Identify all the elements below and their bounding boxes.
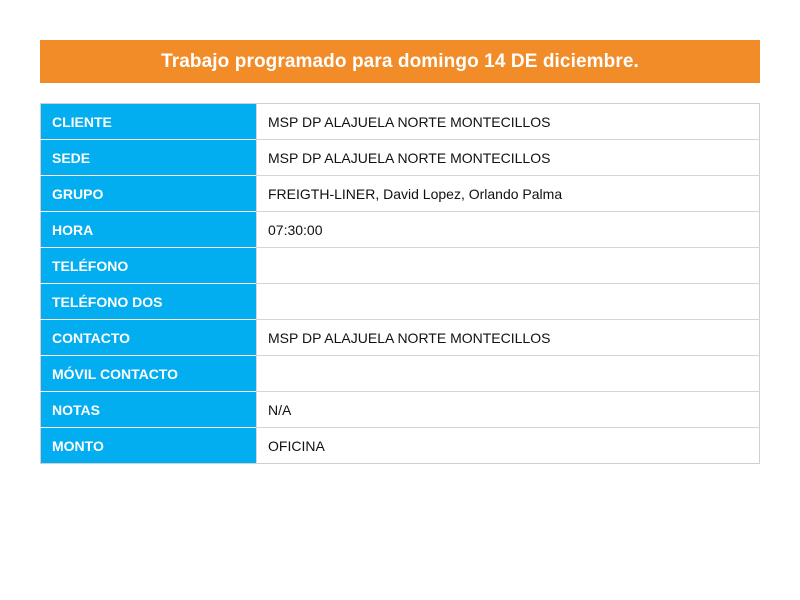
row-value	[257, 248, 760, 284]
table-row-notas	[41, 392, 760, 428]
row-label: SEDE	[41, 140, 257, 176]
table-row-cliente	[41, 104, 760, 140]
row-value: MSP DP ALAJUELA NORTE MONTECILLOS	[257, 320, 760, 356]
row-label: NOTAS	[41, 392, 257, 428]
row-value: 07:30:00	[257, 212, 760, 248]
details-table	[40, 103, 760, 464]
table-row-monto	[41, 428, 760, 464]
page-title: Trabajo programado para domingo 14 DE diciembre.	[161, 50, 639, 72]
row-value: MSP DP ALAJUELA NORTE MONTECILLOS	[257, 140, 760, 176]
row-label: MONTO	[41, 428, 257, 464]
row-label: TELÉFONO	[41, 248, 257, 284]
row-value: FREIGTH-LINER, David Lopez, Orlando Palma	[257, 176, 760, 212]
row-value	[257, 284, 760, 320]
row-label: CLIENTE	[41, 104, 257, 140]
row-label: GRUPO	[41, 176, 257, 212]
row-label: MÓVIL CONTACTO	[41, 356, 257, 392]
table-row-contacto	[41, 320, 760, 356]
table-row-sede	[41, 140, 760, 176]
row-label: HORA	[41, 212, 257, 248]
row-value: MSP DP ALAJUELA NORTE MONTECILLOS	[257, 104, 760, 140]
row-value: OFICINA	[257, 428, 760, 464]
row-label: TELÉFONO DOS	[41, 284, 257, 320]
row-value	[257, 356, 760, 392]
table-row-grupo	[41, 176, 760, 212]
table-row-telefono-dos	[41, 284, 760, 320]
header-banner	[40, 40, 760, 83]
table-row-hora	[41, 212, 760, 248]
table-row-movil-contacto	[41, 356, 760, 392]
table-row-telefono	[41, 248, 760, 284]
row-value: N/A	[257, 392, 760, 428]
row-label: CONTACTO	[41, 320, 257, 356]
